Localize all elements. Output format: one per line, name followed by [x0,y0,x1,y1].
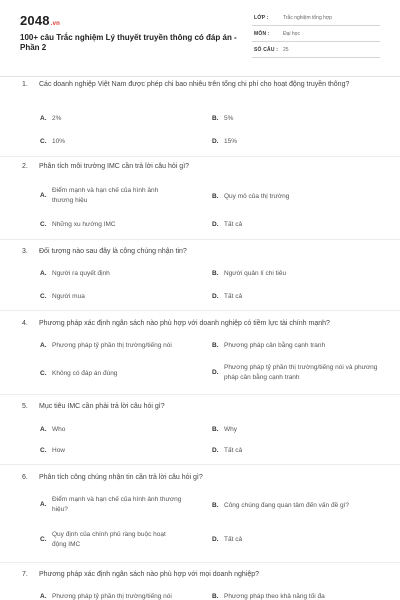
option-letter: A. [40,270,47,277]
option-letter: C. [40,221,47,228]
option-text: Công chúng đang quan tâm đến vấn đề gì? [224,502,350,509]
header-divider [0,76,400,77]
option-letter: B. [212,115,219,122]
option-letter: C. [40,536,47,543]
logo-text: 2048 [20,13,50,28]
question-body: Phân tích môi trường IMC cần trả lời câu hỏi gì? [39,163,190,170]
question-number: 3. [22,248,28,255]
option-letter: D. [212,447,219,454]
option-text: 15% [224,138,238,145]
option-letter: D. [212,221,219,228]
question-number: 6. [22,474,28,481]
option-text: Điểm mạnh và hạn chế của hình ảnh thương hiệu [52,187,159,204]
option-text: Tất cả [224,536,243,543]
document-title: 100+ câu Trắc nghiệm Lý thuyết truyền thông có đáp án - Phần 2 [20,33,237,52]
option-text: Phương pháp tỷ phần thị trường/tiếng nói [52,342,172,349]
option-text: Phương pháp tỷ phần thị trường/tiếng nói và phương pháp cân bằng cạnh tranh [224,364,378,381]
question-divider [0,394,400,395]
option-text: Why [224,426,237,433]
question-text [22,80,372,90]
option-text: Điểm mạnh và hạn chế của hình ảnh thương hiệu? [52,496,182,513]
meta-row-class [252,11,380,26]
question-divider [0,464,400,465]
option-text: Người mua [52,293,85,300]
question-body: Phương pháp xác định ngân sách nào phù hợp với doanh nghiệp có tiềm lực tài chính mạnh? [39,320,330,327]
option-text: Phương pháp cân bằng cạnh tranh [224,342,326,349]
option-text: Người ra quyết định [52,270,110,277]
meta-table [252,11,380,59]
option-text: Tất cả [224,293,243,300]
question-body: Đối tượng nào sau đây là công chúng nhận tin? [39,248,187,255]
option-text: Quy định của chính phủ ràng buộc hoạt động IMC [52,531,166,548]
logo-extension: .vn [50,21,61,27]
meta-value: Đại học [283,31,300,37]
option-letter: B. [212,193,219,200]
meta-row-count [252,43,380,58]
option-letter: B. [212,593,219,600]
question-divider [0,310,400,311]
question-divider [0,156,400,157]
option-text: Tất cả [224,447,243,454]
question-body: Phân tích công chúng nhận tin cần trả lời câu hỏi gì? [39,474,203,481]
meta-label: MÔN : [254,31,270,37]
option-letter: C. [40,293,47,300]
option-text: 5% [224,115,234,122]
option-letter: B. [212,426,219,433]
question-number: 7. [22,571,28,578]
question-number: 5. [22,403,28,410]
option-letter: C. [40,370,47,377]
option-letter: A. [40,342,47,349]
option-letter: A. [40,593,47,600]
meta-label: SỐ CÂU : [254,47,279,53]
option-letter: B. [212,270,219,277]
question-text [22,402,372,412]
option-letter: D. [212,536,219,543]
option-text: 2% [52,115,62,122]
question-body: Các doanh nghiệp Việt Nam được phép chi bao nhiêu trên tổng chi phí cho hoạt động truyền thông? [39,81,350,88]
option-text: Người quản lí chi tiêu [224,270,287,277]
option-letter: A. [40,115,47,122]
question-divider [0,562,400,563]
question-body: Phương pháp xác định ngân sách nào phù hợp với mọi doanh nghiệp? [39,571,260,578]
option-letter: A. [40,192,47,199]
option-letter: A. [40,426,47,433]
option-text: Quy mô của thị trường [224,193,290,200]
question-number: 1. [22,81,28,88]
question-text [22,247,372,257]
option-text: Tất cả [224,221,243,228]
option-text: How [52,447,66,454]
question-number: 4. [22,320,28,327]
option-letter: B. [212,342,219,349]
question-text [22,162,372,172]
option-letter: B. [212,502,219,509]
option-letter: D. [212,293,219,300]
site-logo[interactable] [20,13,60,28]
question-divider [0,239,400,240]
document-header [0,0,400,72]
meta-value: 25 [283,47,289,53]
meta-label: LỚP : [254,15,269,21]
option-text: Phương pháp theo khả năng tối đa [224,593,325,600]
question-text [22,570,372,580]
option-letter: D. [212,369,219,376]
option-letter: A. [40,501,47,508]
option-text: Phương pháp tỷ phần thị trường/tiếng nói [52,593,172,600]
question-body: Mục tiêu IMC cần phải trả lời câu hỏi gì? [39,403,165,410]
question-text [22,473,372,483]
option-text: Không có đáp án đúng [52,370,118,377]
option-text: Who [52,426,66,433]
question-number: 2. [22,163,28,170]
option-letter: D. [212,138,219,145]
option-text: Những xu hướng IMC [52,221,116,228]
option-text: 10% [52,138,66,145]
meta-row-subject [252,27,380,42]
question-text [22,319,372,329]
option-letter: C. [40,447,47,454]
option-letter: C. [40,138,47,145]
meta-value: Trắc nghiệm tổng hợp [283,15,332,21]
